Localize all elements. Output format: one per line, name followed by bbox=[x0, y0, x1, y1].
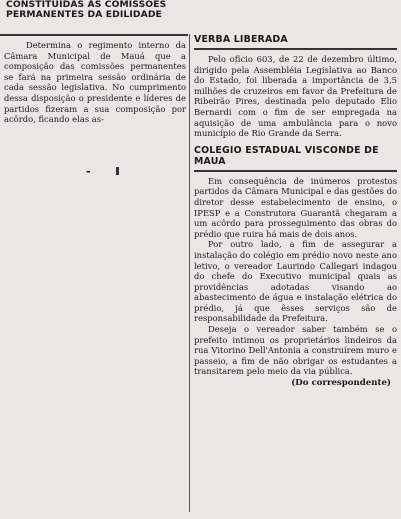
left-headline: CONSTITUÍDAS AS COMISSÕES PERMANENTES DA EDILIDADE bbox=[6, 0, 167, 21]
paragraph: Deseja o vereador saber também se o prefeito intimou os proprietários lindeiros da rua Vitorino Dell'Antonia a construírem muro e passeio, a fim de não obrigar os estudantes a transitarem pelo meio da via pública. bbox=[194, 324, 397, 377]
left-article-body: Determina o regimento interno da Câmara Municipal de Mauá que a composição das comissões permanentes se fará na primeira sessão ordinária de cada sessão legislativa. No cumprimento dessa disposição o presidente e líderes de partidos fizeram a sua composição por acôrdo, ficando elas as- bbox=[4, 40, 186, 125]
section-title: VERBA LIBERADA bbox=[194, 34, 288, 45]
article-verba-liberada bbox=[194, 34, 397, 139]
column-rule bbox=[189, 34, 190, 512]
section-title-rule bbox=[194, 48, 397, 50]
signature: (Do correspondente) bbox=[291, 378, 391, 389]
paragraph: Pelo ofício 603, de 22 de dezembro último, dirigido pela Assembléia Legislativa ao Banco do Estado, foi liberada a importância de 3,5 milhões de cruzeiros em favor da Prefeitura de Ribeirão Pires, destinada pelo deputado Elio Bernardi com o fim de ser empregada na aquisição de uma ambulância para o novo município de Rio Grande da Serra. bbox=[194, 54, 397, 139]
separator-mark-right bbox=[116, 167, 119, 175]
article-colegio-estadual bbox=[194, 145, 397, 388]
section-title: COLEGIO ESTADUAL VISCONDE DE MAUA bbox=[194, 144, 379, 167]
paragraph: Em consequência de inúmeros protestos partidos da Câmara Municipal e das gestões do diretor desse estabelecimento de ensino, o IPESP e a Construtora Guarantã chegaram a um acôrdo para prosseguimento das obras do prédio que ruira há mais de dois anos. bbox=[194, 175, 397, 239]
left-column bbox=[4, 0, 188, 20]
section-title-rule bbox=[194, 170, 397, 172]
separator-mark-left: - bbox=[86, 165, 91, 178]
paragraph: Por outro lado, a fim de assegurar a instalação do colégio em prédio novo neste ano letivo, o vereador Laurindo Callegari indagou do chefe do Executivo municipal quais as providências adotadas visando ao abastecimento de água e instalação elétrica do prédio, já que êsses serviços são de responsabilidade da Prefeitura. bbox=[194, 239, 397, 324]
right-column bbox=[194, 34, 397, 388]
left-headline-rule bbox=[0, 34, 188, 36]
